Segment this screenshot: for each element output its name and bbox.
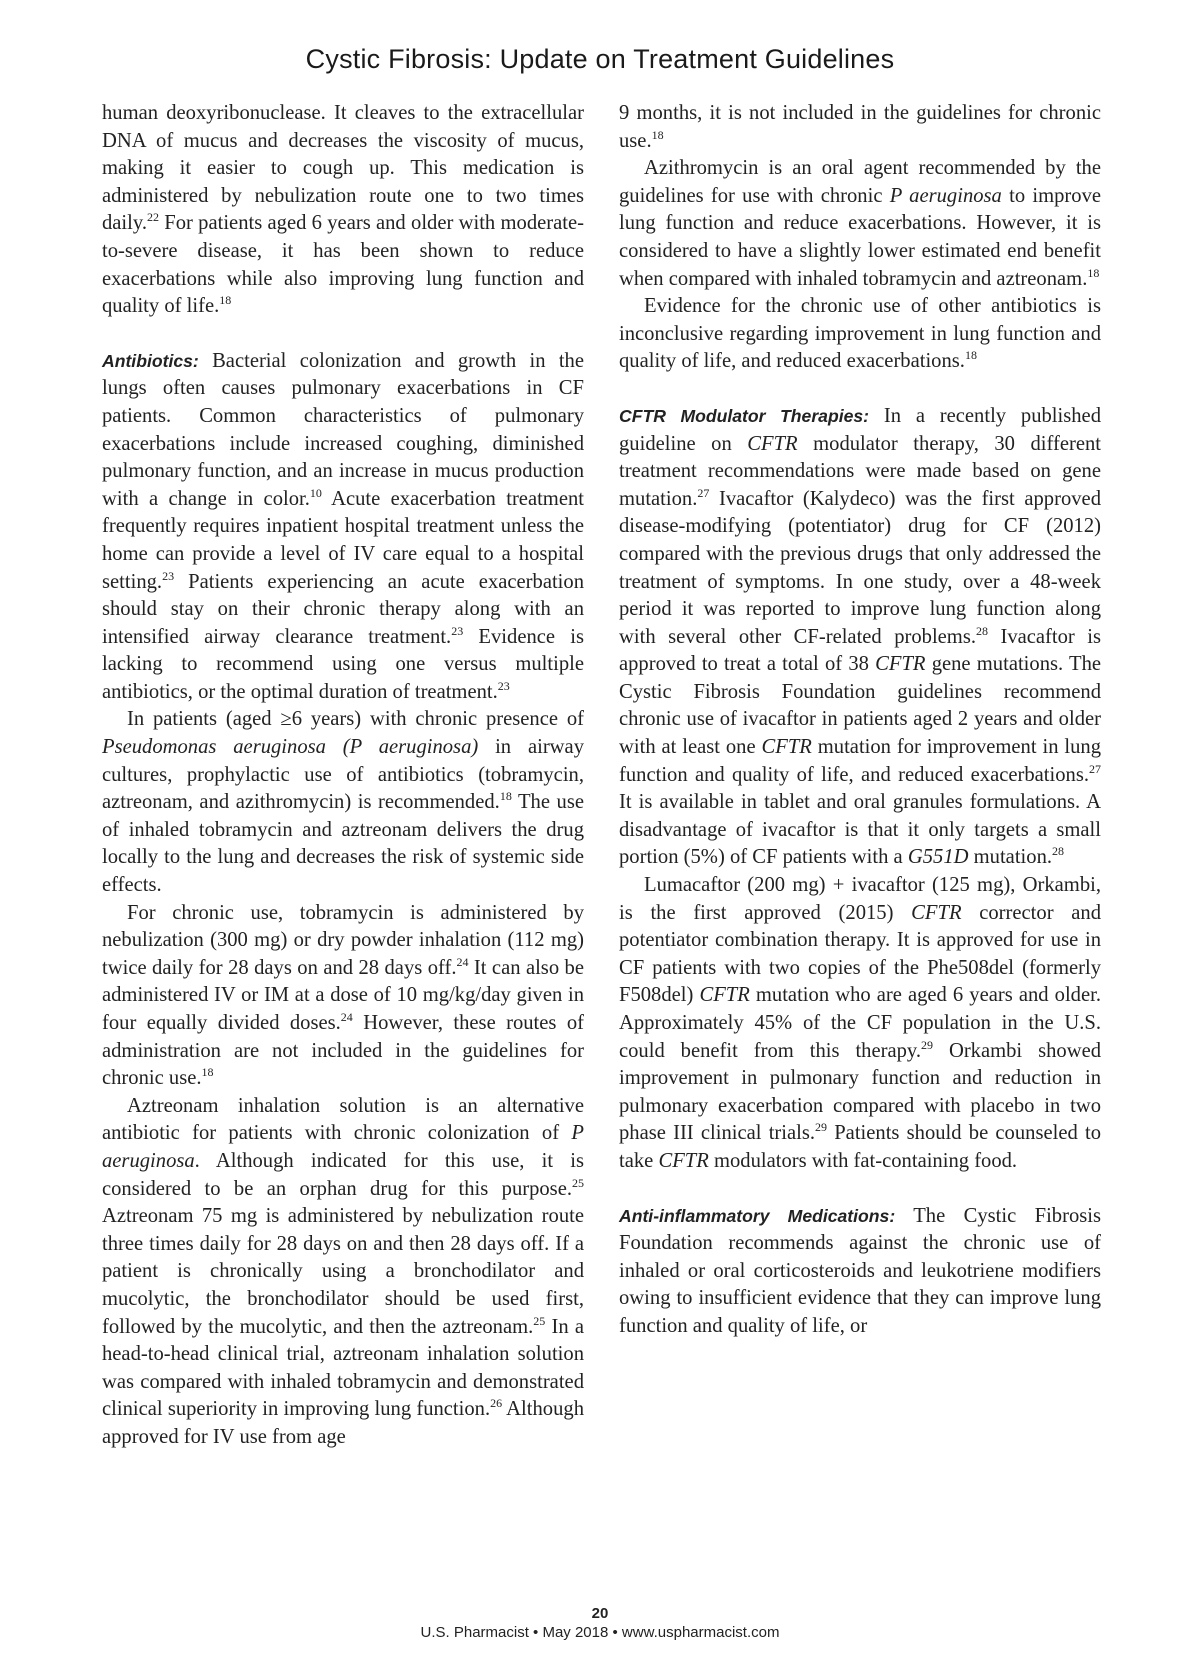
section-heading-antibiotics: Antibiotics: [102,350,199,371]
section-heading-anti-inflammatory: Anti-inflammatory Medications: [619,1205,896,1226]
page-number: 20 [591,1605,609,1622]
publication-footer: U.S. Pharmacist • May 2018 • www.uspharmacist.com [420,1624,780,1641]
section-heading-cftr: CFTR Modulator Therapies: [619,405,870,426]
paragraph-azithromycin: Azithromycin is an oral agent recommended by the guidelines for use with chronic P aeruginosa to improve lung function and reduce exacerbations. However, it is considered to have a slightly lower estimated end benefit when compared with inhaled tobramycin and aztreonam.$^{18}$ [619,157,1102,290]
paragraph-antibiotics: Antibiotics: Bacterial colonization and growth in the lungs often causes pulmonary exacerbations in CF patients. Common characteristics of pulmonary exacerbations include increased coughing, diminished pulmonary function, and an increase in mucus production with a change in color.$^{10}$ Acute exacerbation treatment frequently requires inpatient hospital treatment unless the home can provide a level of IV care equal to a hospital setting.$^{23}$ Patients experiencing an acute exacerbation should stay on their chronic therapy along with an intensified airway clearance treatment.$^{23}$ Evidence is lacking to recommend using one versus multiple antibiotics, or the optimal duration of treatment.$^{23}$ [102,349,584,703]
paragraph-tobramycin: For chronic use, tobramycin is administered by nebulization (300 mg) or dry powder inhalation (112 mg) twice daily for 28 days on and 28 days off.$^{24}$ It can also be administered IV or IM at a dose of 10 mg/kg/day given in four equally divided doses.$^{24}$ However, these routes of administration are not included in the guidelines for chronic use.$^{18}$ [102,901,584,1090]
paragraph-aztreonam: Aztreonam inhalation solution is an alternative antibiotic for patients with chronic colonization of P aeruginosa. Although indicated for this use, it is considered to be an orphan drug for this purpose.$^{25}$ Aztreonam 75 mg is administered by nebulization route three times daily for 28 days on and then 28 days off. If a patient is chronically using a bronchodilator and mucolytic, the bronchodilator should be used first, followed by the mucolytic, and then the aztreonam.$^{25}$ In a head-to-head clinical trial, aztreonam inhalation solution was compared with inhaled tobramycin and demonstrated clinical superiority in improving lung function.$^{26}$ Although approved for IV use from age [102,1094,584,1448]
paragraph-orkambi: Lumacaftor (200 mg) + ivacaftor (125 mg), Orkambi, is the first approved (2015) CFTR corrector and potentiator combination therapy. It is approved for use in CF patients with two copies of the Phe508del (formerly F508del) CFTR mutation who are aged 6 years and older. Approximately 45% of the CF population in the U.S. could benefit from this therapy.$^{29}$ Orkambi showed improvement in pulmonary function and reduction in pulmonary exacerbation compared with placebo in two phase III clinical trials.$^{29}$ Patients should be counseled to take CFTR modulators with fat-containing food. [619,874,1102,1172]
paragraph-pseudomonas: In patients (aged ≥6 years) with chronic presence of Pseudomonas aeruginosa (P aeruginosa) in airway cultures, prophylactic use of antibiotics (tobramycin, aztreonam, and azithromycin) is recommended.$^{18}$ The use of inhaled tobramycin and aztreonam delivers the drug locally to the lung and decreases the risk of systemic side effects. [102,708,584,897]
paragraph-other-antibiotics: Evidence for the chronic use of other antibiotics is inconclusive regarding improvement in lung function and quality of life, and reduced exacerbations.$^{18}$ [619,295,1101,373]
page-title: Cystic Fibrosis: Update on Treatment Guidelines [305,44,895,74]
paragraph-anti-inflammatory: Anti-inflammatory Medications: The Cystic Fibrosis Foundation recommends against the chronic use of inhaled or oral corticosteroids and leukotriene modifiers owing to insufficient evidence that they can improve lung function and quality of life, or [619,1204,1101,1337]
paragraph-dornase: human deoxyribonuclease. It cleaves to the extracellular DNA of mucus and decreases the viscosity of mucus, making it easier to cough up. This medication is administered by nebulization route one to two times daily.$^{22}$ For patients aged 6 years and older with moderate-to-severe disease, it has been shown to reduce exacerbations while also improving lung function and quality of life.$^{18}$ [102,102,584,318]
left-column [102,100,584,1452]
paragraph-cftr-modulators: CFTR Modulator Therapies: In a recently published guideline on CFTR modulator therapy, 30 different treatment recommendations were made based on gene mutation.$^{27}$ Ivacaftor (Kalydeco) was the first approved disease-modifying (potentiator) drug for CF (2012) compared with the previous drugs that only addressed the treatment of symptoms. In one study, over a 48-week period it was reported to improve lung function along with several other CF-related problems.$^{28}$ Ivacaftor is approved to treat a total of 38 CFTR gene mutations. The Cystic Fibrosis Foundation guidelines recommend chronic use of ivacaftor in patients aged 2 years and older with at least one CFTR mutation for improvement in lung function and quality of life, and reduced exacerbations.$^{27}$ It is available in tablet and oral granules formulations. A disadvantage of ivacaftor is that it only targets a small portion (5%) of CF patients with a G551D mutation.$^{28}$ [619,404,1102,869]
right-column [619,100,1101,1341]
paragraph-iv-use: 9 months, it is not included in the guidelines for chronic use.$^{18}$ [619,102,1101,152]
